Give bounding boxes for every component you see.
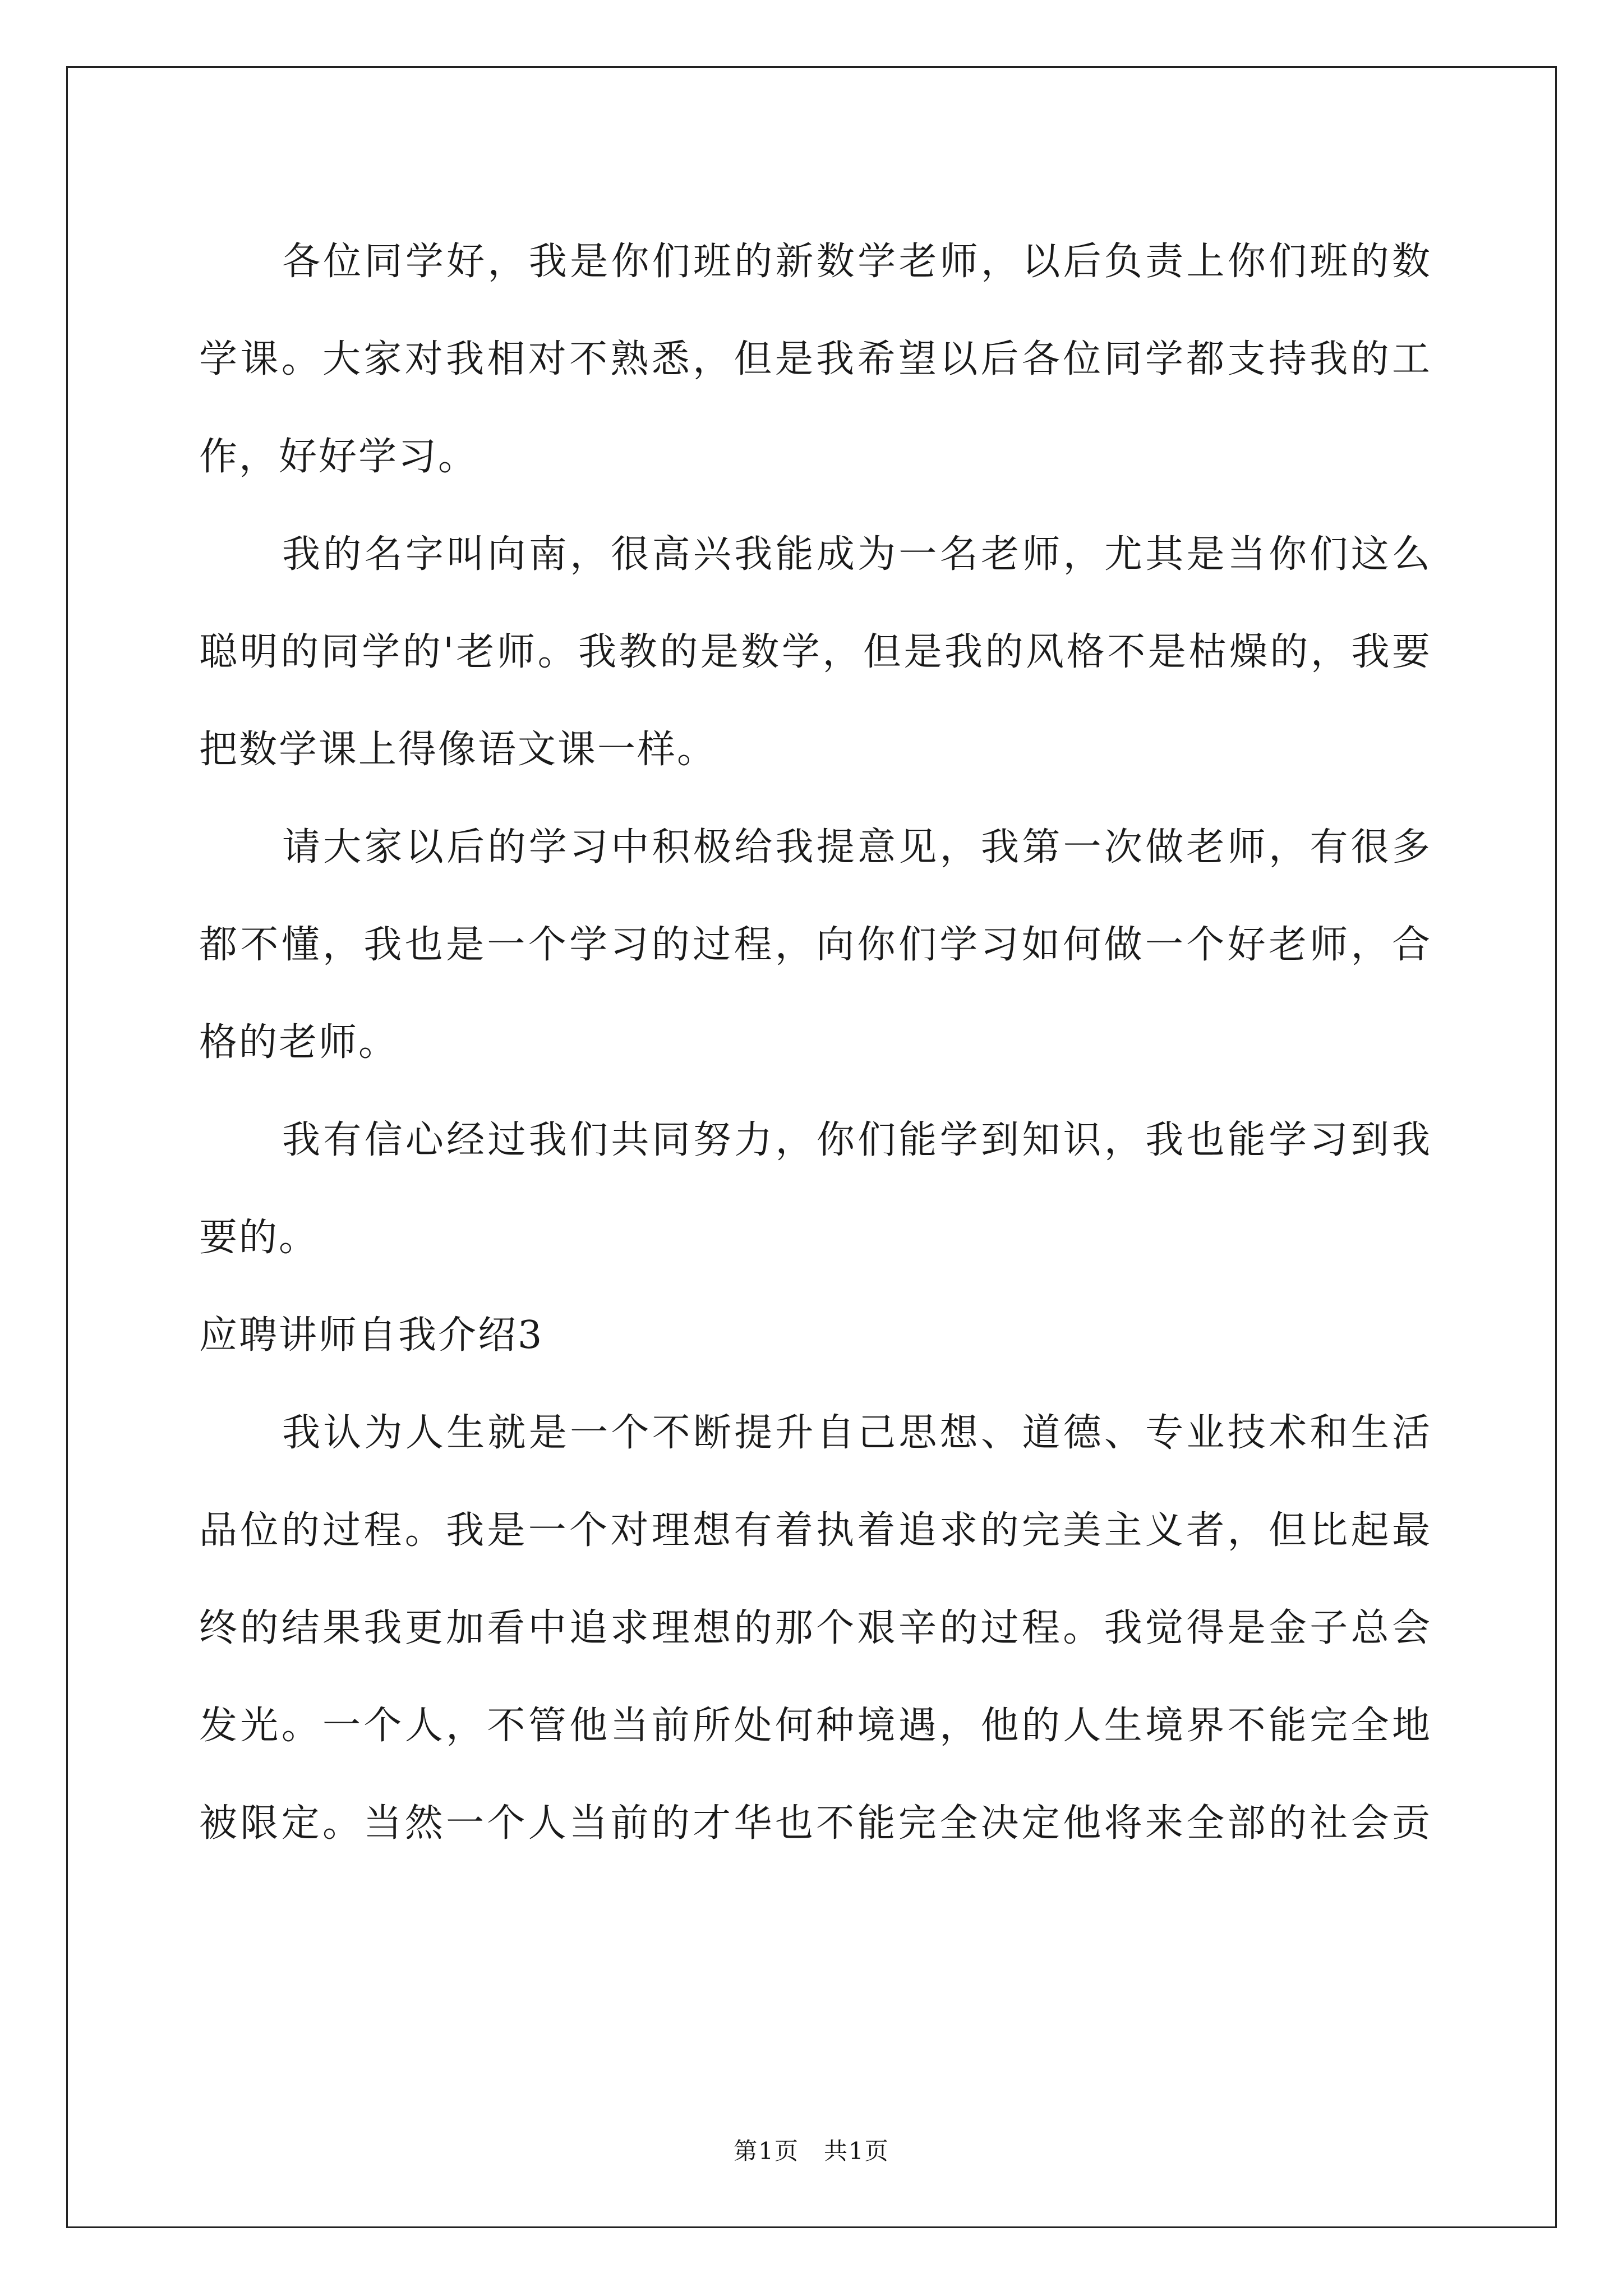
document-body <box>199 213 1430 1872</box>
text-line: 被限定。当然一个人当前的才华也不能完全决定他将来全部的社会贡 <box>199 1801 1430 1846</box>
text-line: 我有信心经过我们共同努力，你们能学到知识，我也能学习到我 <box>282 1118 1430 1162</box>
paragraph <box>199 1384 1430 1872</box>
text-line: 我认为人生就是一个不断提升自己思想、道德、专业技术和生活 <box>282 1411 1430 1455</box>
text-line: 学课。大家对我相对不熟悉，但是我希望以后各位同学都支持我的工 <box>199 337 1430 381</box>
text-line: 终的结果我更加看中追求理想的那个艰辛的过程。我觉得是金子总会 <box>199 1606 1430 1650</box>
text-line: 发光。一个人，不管他当前所处何种境遇，他的人生境界不能完全地 <box>199 1704 1430 1748</box>
text-line: 聪明的同学的'老师。我教的是数学，但是我的风格不是枯燥的，我要 <box>199 630 1430 674</box>
text-line: 作，好好学习。 <box>199 435 478 479</box>
text-line: 把数学课上得像语文课一样。 <box>199 728 717 772</box>
text-line: 要的。 <box>199 1216 319 1260</box>
text-line: 请大家以后的学习中积极给我提意见，我第一次做老师，有很多 <box>282 825 1430 869</box>
text-line: 格的老师。 <box>199 1020 399 1065</box>
paragraph <box>199 506 1430 799</box>
section-heading: 应聘讲师自我介绍3 <box>199 1313 544 1358</box>
text-line: 我的名字叫向南，很高兴我能成为一名老师，尤其是当你们这么 <box>282 532 1430 577</box>
text-line: 品位的过程。我是一个对理想有着执着追求的完美主义者，但比起最 <box>199 1508 1430 1553</box>
paragraph <box>199 1092 1430 1287</box>
text-line: 都不懂，我也是一个学习的过程，向你们学习如何做一个好老师，合 <box>199 923 1430 967</box>
text-line: 各位同学好，我是你们班的新数学老师，以后负责上你们班的数 <box>282 240 1430 284</box>
page-number-footer: 第1页 共1页 <box>734 2137 889 2165</box>
paragraph <box>199 799 1430 1092</box>
paragraph <box>199 213 1430 506</box>
